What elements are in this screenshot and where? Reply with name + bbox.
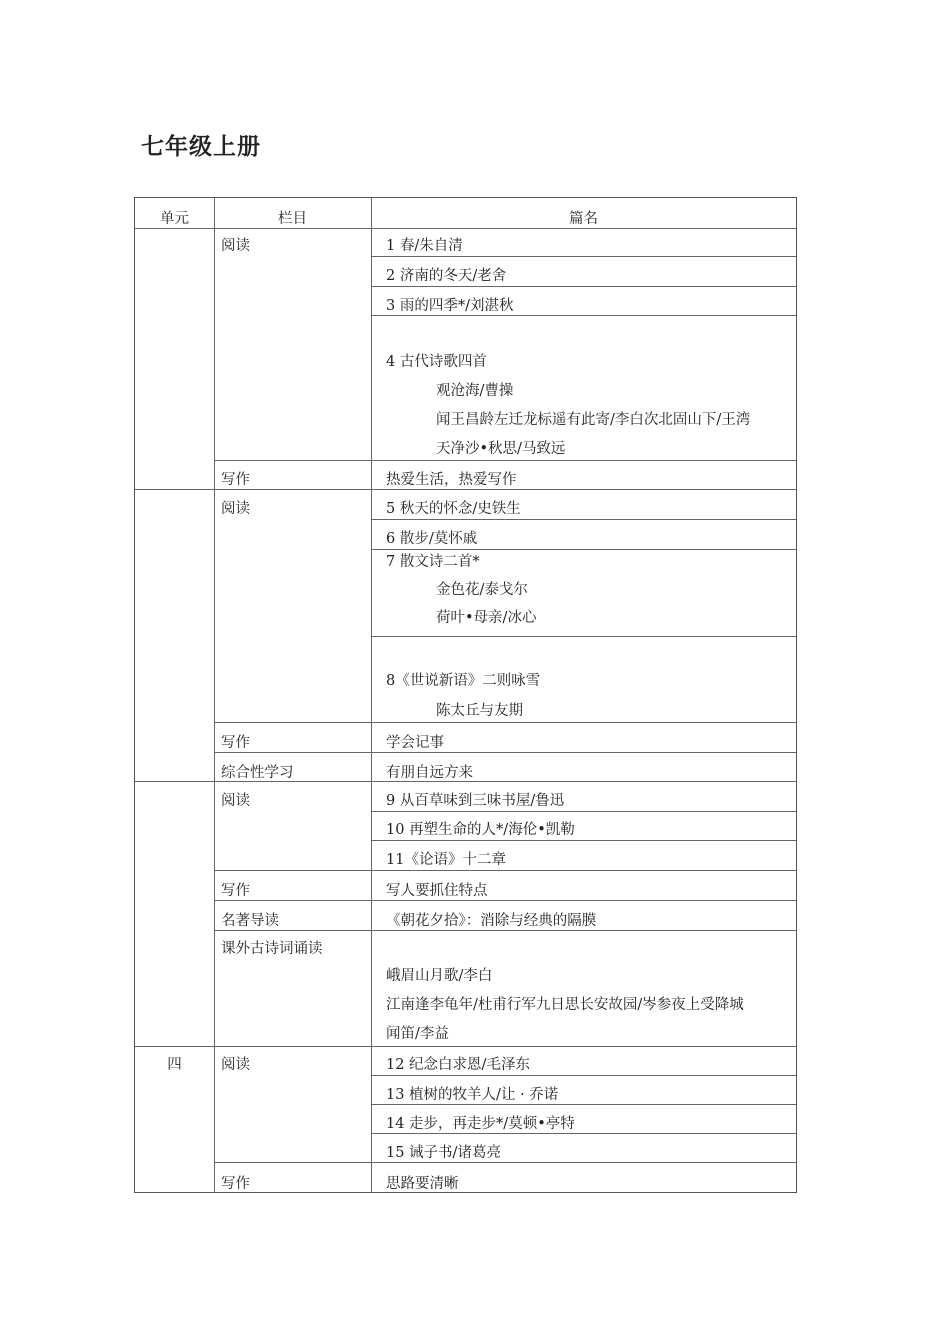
row-rule [214,752,796,753]
column-study: 综合性学习 [221,765,294,781]
row-rule [371,549,796,550]
column-reading: 阅读 [221,793,250,809]
poem-item: 闻笛/李益 [386,1026,449,1042]
row-rule [214,870,796,871]
article-item: 14 走步，再走步*/莫顿•亭特 [386,1116,575,1132]
writing-topic: 写人要抓住特点 [386,883,488,899]
article-item: 6 散步/莫怀戚 [386,531,478,547]
column-poems: 课外古诗词诵读 [221,941,323,957]
guide-topic: 《朝花夕拾》：消除与经典的隔膜 [386,913,597,929]
writing-topic: 热爱生活，热爱写作 [386,472,517,488]
article-item: 12 纪念白求恩/毛泽东 [386,1057,530,1073]
article-subitem: 荷叶•母亲/冰心 [436,610,537,626]
column-reading: 阅读 [221,238,250,254]
row-rule [371,256,796,257]
row-rule [371,1133,796,1134]
writing-topic: 思路要清晰 [386,1176,459,1192]
column-reading: 阅读 [221,1057,250,1073]
article-subitem: 观沧海/曹操 [436,383,514,399]
writing-topic: 学会记事 [386,735,444,751]
article-item: 13 植树的牧羊人/让 · 乔诺 [386,1087,559,1103]
poem-item: 江南逢李龟年/杜甫行军九日思长安故园/岑参夜上受降城 [386,997,744,1013]
col-divider-unit [214,198,215,1192]
unit-rule [135,1046,796,1047]
article-item: 1 春/朱自清 [386,238,463,254]
header-column: 栏目 [278,211,307,227]
row-rule [214,900,796,901]
header-unit: 单元 [160,211,189,227]
column-writing: 写作 [221,1176,250,1192]
col-divider-column [371,198,372,1192]
article-subitem: 陈太丘与友期 [436,703,523,719]
article-item: 8《世说新语》二则咏雪 [386,673,541,689]
row-rule [371,519,796,520]
page-title: 七年级上册 [141,134,261,160]
textbook-table [134,197,797,1193]
article-subitem: 天净沙•秋思/马致远 [436,441,566,457]
unit-rule [135,489,796,490]
row-rule [371,315,796,316]
column-guide: 名著导读 [221,913,279,929]
column-reading: 阅读 [221,501,250,517]
article-item: 10 再塑生命的人*/海伦•凯勒 [386,822,575,838]
row-rule [371,286,796,287]
row-rule [371,1104,796,1105]
header-rule [135,228,796,229]
row-rule [371,811,796,812]
unit-number: 四 [167,1057,182,1073]
row-rule [214,930,796,931]
article-item: 9 从百草味到三味书屋/鲁迅 [386,793,565,809]
row-rule [214,722,796,723]
row-rule [371,1075,796,1076]
column-writing: 写作 [221,735,250,751]
row-rule [214,460,796,461]
header-article: 篇名 [569,211,598,227]
row-rule [214,1162,796,1163]
column-writing: 写作 [221,883,250,899]
article-item: 2 济南的冬天/老舍 [386,268,507,284]
article-item: 4 古代诗歌四首 [386,354,487,370]
article-subitem: 金色花/泰戈尔 [436,582,528,598]
article-item: 15 诫子书/诸葛亮 [386,1145,501,1161]
article-item: 11《论语》十二章 [386,852,506,868]
article-subitem: 闻王昌龄左迁龙标遥有此寄/李白次北固山下/王湾 [436,412,751,428]
row-rule [371,840,796,841]
study-topic: 有朋自远方来 [386,765,473,781]
article-item: 3 雨的四季*/刘湛秋 [386,298,514,314]
column-writing: 写作 [221,472,250,488]
article-item: 5 秋天的怀念/史铁生 [386,501,521,517]
row-rule [371,636,796,637]
poem-item: 峨眉山月歌/李白 [386,968,493,984]
article-item: 7 散文诗二首* [386,554,480,570]
